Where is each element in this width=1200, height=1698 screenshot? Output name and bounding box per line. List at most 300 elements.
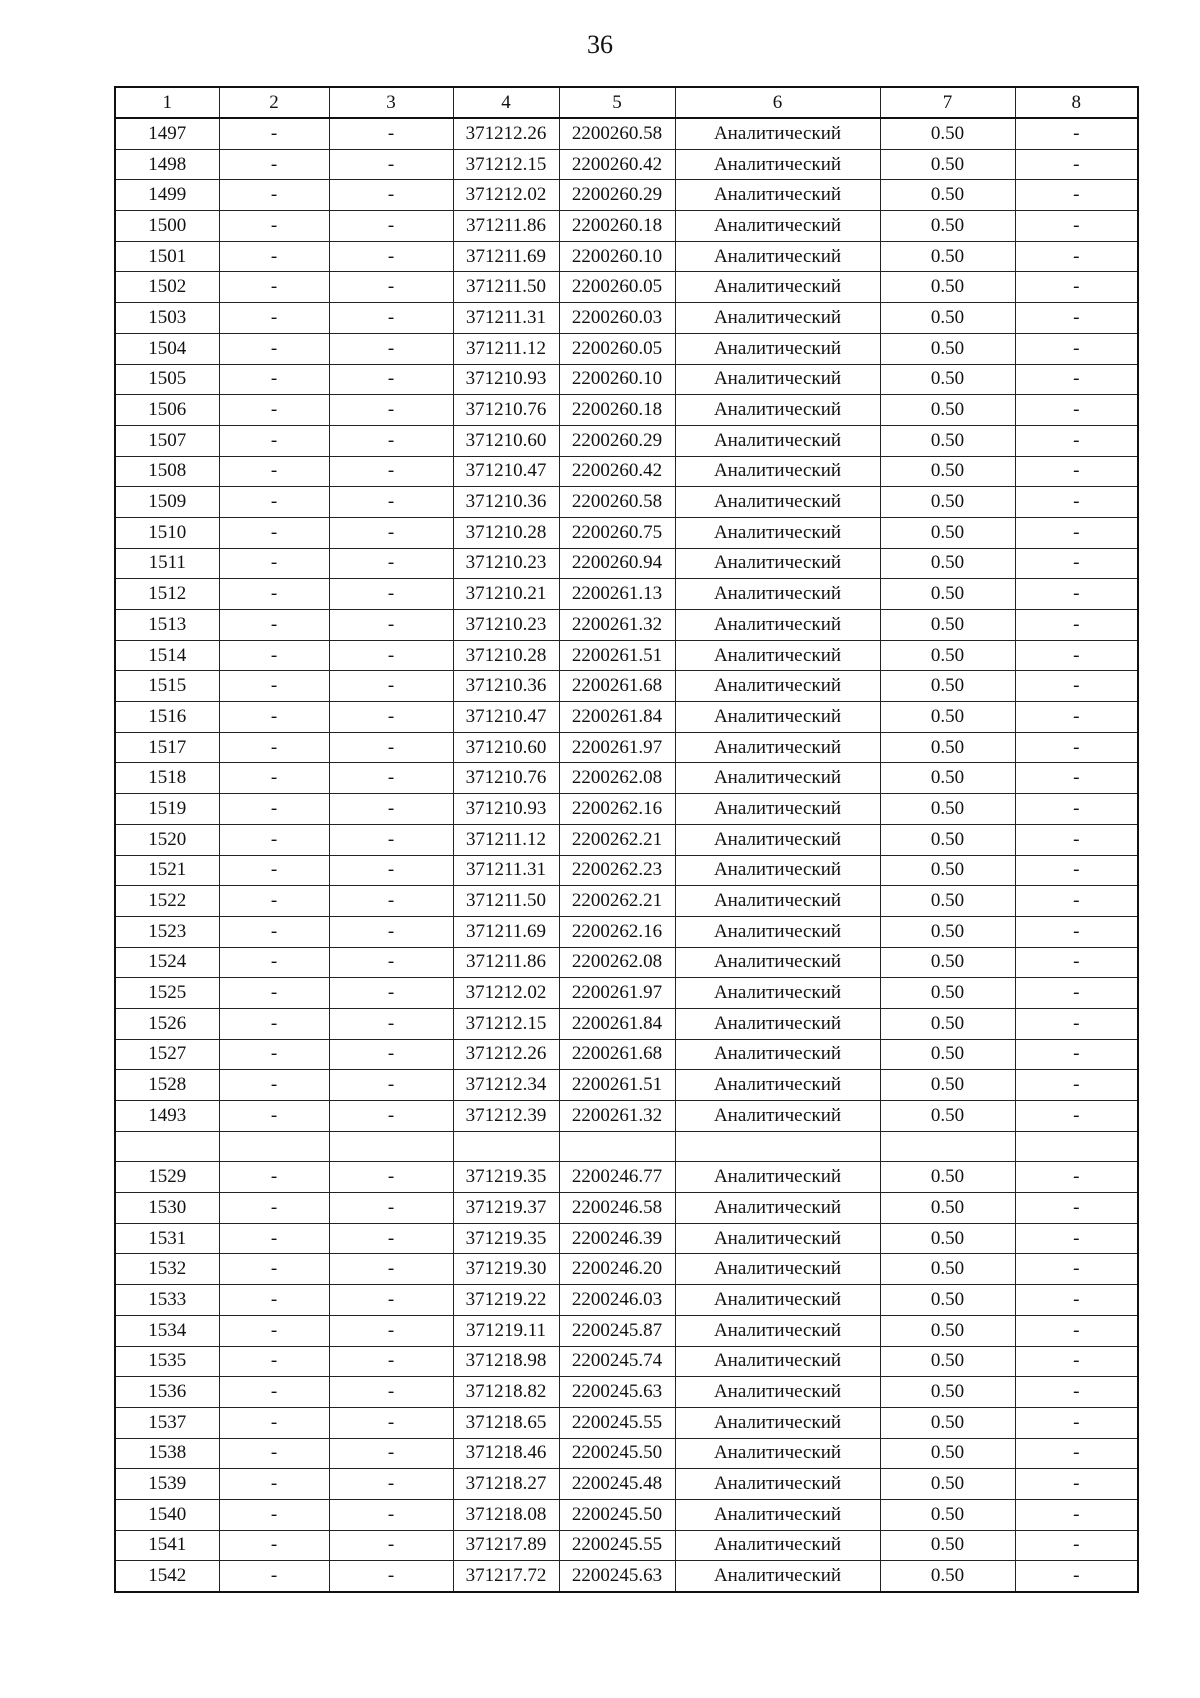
table-cell: - [329, 456, 453, 487]
table-cell: Аналитический [675, 1223, 880, 1254]
table-cell: - [219, 1315, 329, 1346]
table-cell: - [219, 272, 329, 303]
table-cell: 0.50 [880, 732, 1015, 763]
table-row [115, 579, 1138, 610]
table-row [115, 640, 1138, 671]
table-cell: 371219.30 [453, 1254, 559, 1285]
table-cell: - [219, 517, 329, 548]
table-cell: - [219, 1193, 329, 1224]
table-cell: 1506 [115, 395, 219, 426]
table-cell: Аналитический [675, 1162, 880, 1193]
table-cell: 0.50 [880, 1193, 1015, 1224]
table-cell: - [329, 794, 453, 825]
table-cell: 371211.31 [453, 855, 559, 886]
table-cell: - [1015, 1469, 1138, 1500]
table-cell: - [1015, 517, 1138, 548]
table-cell: 2200261.13 [559, 579, 675, 610]
table-cell: - [1015, 1285, 1138, 1316]
table-cell: 371218.46 [453, 1438, 559, 1469]
table-cell: 2200260.58 [559, 487, 675, 518]
table-cell: 0.50 [880, 517, 1015, 548]
table-cell: - [1015, 456, 1138, 487]
table-row [115, 702, 1138, 733]
table-cell: 371210.21 [453, 579, 559, 610]
table-cell: Аналитический [675, 1530, 880, 1561]
table-cell: 2200245.50 [559, 1499, 675, 1530]
table-cell: - [1015, 1561, 1138, 1592]
table-cell: - [329, 671, 453, 702]
table-cell: 0.50 [880, 333, 1015, 364]
page-number: 36 [587, 30, 613, 59]
table-cell: 0.50 [880, 364, 1015, 395]
table-cell: 1511 [115, 548, 219, 579]
table-cell: 371219.35 [453, 1162, 559, 1193]
table-row [115, 1315, 1138, 1346]
table-cell: 1540 [115, 1499, 219, 1530]
table-cell: 1500 [115, 211, 219, 242]
table-cell: 371211.50 [453, 272, 559, 303]
column-header-3: 3 [329, 87, 453, 118]
table-cell: 0.50 [880, 1101, 1015, 1132]
table-cell: - [329, 211, 453, 242]
table-cell: - [219, 1039, 329, 1070]
table-cell: 0.50 [880, 763, 1015, 794]
table-cell: 1519 [115, 794, 219, 825]
table-cell: - [1015, 1101, 1138, 1132]
table-cell: 0.50 [880, 1561, 1015, 1592]
table-cell: Аналитический [675, 640, 880, 671]
table-cell: Аналитический [675, 211, 880, 242]
table-cell: 1499 [115, 180, 219, 211]
table-row [115, 1469, 1138, 1500]
table-cell: 2200260.94 [559, 548, 675, 579]
table-cell: 0.50 [880, 303, 1015, 334]
table-cell: 2200245.55 [559, 1407, 675, 1438]
table-cell: - [219, 1162, 329, 1193]
table-cell: 2200261.84 [559, 702, 675, 733]
table-cell: 2200245.55 [559, 1530, 675, 1561]
table-cell: 0.50 [880, 978, 1015, 1009]
table-cell: 0.50 [880, 211, 1015, 242]
table-cell: - [329, 180, 453, 211]
table-cell: - [329, 272, 453, 303]
table-row [115, 794, 1138, 825]
table-cell: 371211.86 [453, 211, 559, 242]
table-cell: 2200261.68 [559, 1039, 675, 1070]
empty-cell [559, 1131, 675, 1162]
table-cell: - [1015, 180, 1138, 211]
table-row [115, 1039, 1138, 1070]
table-cell: Аналитический [675, 548, 880, 579]
separator-row [115, 1131, 1138, 1162]
table-cell: - [219, 548, 329, 579]
table-cell: - [1015, 947, 1138, 978]
table-cell: - [219, 610, 329, 641]
table-row [115, 1377, 1138, 1408]
table-cell: 1528 [115, 1070, 219, 1101]
table-cell: - [1015, 303, 1138, 334]
table-row [115, 1254, 1138, 1285]
table-cell: - [1015, 1377, 1138, 1408]
table-row [115, 241, 1138, 272]
table-cell: 2200260.29 [559, 425, 675, 456]
table-cell: Аналитический [675, 364, 880, 395]
table-cell: Аналитический [675, 1407, 880, 1438]
table-cell: 2200262.16 [559, 916, 675, 947]
table-cell: - [1015, 1223, 1138, 1254]
table-cell: 371219.35 [453, 1223, 559, 1254]
table-cell: - [329, 1346, 453, 1377]
table-row [115, 824, 1138, 855]
empty-cell [329, 1131, 453, 1162]
table-cell: - [1015, 1162, 1138, 1193]
table-cell: 0.50 [880, 1346, 1015, 1377]
table-cell: 2200245.74 [559, 1346, 675, 1377]
table-cell: - [1015, 1008, 1138, 1039]
table-cell: 0.50 [880, 395, 1015, 426]
table-cell: - [1015, 425, 1138, 456]
table-cell: - [1015, 1346, 1138, 1377]
table-cell: Аналитический [675, 1346, 880, 1377]
table-cell: 371212.39 [453, 1101, 559, 1132]
table-cell: - [219, 364, 329, 395]
table-cell: Аналитический [675, 395, 880, 426]
table-cell: 371211.86 [453, 947, 559, 978]
table-cell: - [329, 425, 453, 456]
table-cell: 2200246.58 [559, 1193, 675, 1224]
table-cell: 371219.22 [453, 1285, 559, 1316]
table-cell: 1527 [115, 1039, 219, 1070]
table-cell: - [219, 425, 329, 456]
table-row [115, 1499, 1138, 1530]
table-cell: Аналитический [675, 1438, 880, 1469]
table-cell: 0.50 [880, 1469, 1015, 1500]
table-cell: Аналитический [675, 303, 880, 334]
table-cell: 1524 [115, 947, 219, 978]
table-cell: 2200261.51 [559, 640, 675, 671]
table-cell: Аналитический [675, 702, 880, 733]
table-cell: 2200261.68 [559, 671, 675, 702]
table-cell: 371212.15 [453, 149, 559, 180]
table-cell: 0.50 [880, 1407, 1015, 1438]
table-cell: - [1015, 732, 1138, 763]
table-row [115, 548, 1138, 579]
table-cell: 371210.28 [453, 640, 559, 671]
empty-cell [453, 1131, 559, 1162]
table-cell: 0.50 [880, 1254, 1015, 1285]
table-cell: - [329, 763, 453, 794]
table-cell: 371211.69 [453, 241, 559, 272]
table-cell: 0.50 [880, 1008, 1015, 1039]
table-cell: 1503 [115, 303, 219, 334]
table-cell: - [219, 303, 329, 334]
table-cell: 371210.93 [453, 364, 559, 395]
table-cell: 2200260.18 [559, 211, 675, 242]
table-cell: - [219, 487, 329, 518]
table-cell: 2200260.10 [559, 364, 675, 395]
table-row [115, 1285, 1138, 1316]
table-cell: - [1015, 610, 1138, 641]
table-cell: Аналитический [675, 855, 880, 886]
empty-cell [675, 1131, 880, 1162]
table-cell: - [1015, 364, 1138, 395]
table-cell: 371210.23 [453, 610, 559, 641]
table-row [115, 1070, 1138, 1101]
table-row [115, 1438, 1138, 1469]
table-cell: Аналитический [675, 241, 880, 272]
table-cell: 371217.72 [453, 1561, 559, 1592]
table-cell: - [219, 640, 329, 671]
table-cell: - [219, 1070, 329, 1101]
table-cell: 371212.02 [453, 978, 559, 1009]
table-cell: 2200246.77 [559, 1162, 675, 1193]
table-cell: - [1015, 1499, 1138, 1530]
table-cell: - [1015, 1530, 1138, 1561]
table-cell: - [219, 824, 329, 855]
table-cell: 371212.26 [453, 1039, 559, 1070]
table-cell: 0.50 [880, 1377, 1015, 1408]
table-cell: - [329, 1039, 453, 1070]
table-cell: - [1015, 1407, 1138, 1438]
table-row [115, 180, 1138, 211]
table-cell: 0.50 [880, 610, 1015, 641]
empty-cell [115, 1131, 219, 1162]
table-cell: 371210.60 [453, 732, 559, 763]
table-cell: 0.50 [880, 1530, 1015, 1561]
table-cell: 0.50 [880, 425, 1015, 456]
table-cell: 2200260.05 [559, 272, 675, 303]
table-cell: 0.50 [880, 1438, 1015, 1469]
table-cell: - [219, 702, 329, 733]
table-cell: - [329, 241, 453, 272]
table-cell: 371210.47 [453, 702, 559, 733]
table-cell: 0.50 [880, 671, 1015, 702]
table-cell: - [1015, 824, 1138, 855]
table-row [115, 916, 1138, 947]
table-cell: - [329, 886, 453, 917]
table-cell: 1507 [115, 425, 219, 456]
table-cell: 1533 [115, 1285, 219, 1316]
table-cell: - [1015, 395, 1138, 426]
table-cell: - [329, 978, 453, 1009]
table-row [115, 1223, 1138, 1254]
table-cell: 1510 [115, 517, 219, 548]
table-cell: - [329, 579, 453, 610]
table-cell: Аналитический [675, 794, 880, 825]
table-cell: - [1015, 211, 1138, 242]
table-cell: - [1015, 886, 1138, 917]
table-row [115, 1407, 1138, 1438]
table-cell: 1532 [115, 1254, 219, 1285]
table-cell: - [219, 1223, 329, 1254]
table-cell: 1504 [115, 333, 219, 364]
table-cell: - [219, 1499, 329, 1530]
table-cell: Аналитический [675, 487, 880, 518]
table-cell: 2200260.29 [559, 180, 675, 211]
table-cell: 371218.08 [453, 1499, 559, 1530]
table-cell: 371212.26 [453, 118, 559, 149]
table-cell: - [219, 241, 329, 272]
table-cell: - [329, 517, 453, 548]
table-cell: - [1015, 118, 1138, 149]
table-cell: 2200245.63 [559, 1377, 675, 1408]
table-cell: 0.50 [880, 1039, 1015, 1070]
table-cell: - [329, 1499, 453, 1530]
table-cell: - [329, 1008, 453, 1039]
table-cell: - [329, 947, 453, 978]
table-cell: 2200261.32 [559, 610, 675, 641]
table-row [115, 517, 1138, 548]
table-cell: - [329, 1162, 453, 1193]
table-cell: 1508 [115, 456, 219, 487]
table-cell: - [329, 1193, 453, 1224]
table-cell: 371210.23 [453, 548, 559, 579]
table-cell: - [1015, 272, 1138, 303]
table-body [115, 118, 1138, 1592]
table-row [115, 1008, 1138, 1039]
table-cell: Аналитический [675, 1070, 880, 1101]
table-cell: - [329, 732, 453, 763]
table-row [115, 149, 1138, 180]
table-cell: - [329, 487, 453, 518]
table-row [115, 211, 1138, 242]
table-cell: 371210.76 [453, 763, 559, 794]
table-cell: 371219.11 [453, 1315, 559, 1346]
table-cell: 1530 [115, 1193, 219, 1224]
table-row [115, 610, 1138, 641]
table-cell: 1539 [115, 1469, 219, 1500]
table-cell: 1525 [115, 978, 219, 1009]
table-cell: - [329, 824, 453, 855]
table-cell: 371212.34 [453, 1070, 559, 1101]
table-cell: - [219, 1346, 329, 1377]
table-cell: 371210.60 [453, 425, 559, 456]
table-cell: 1523 [115, 916, 219, 947]
table-cell: 1513 [115, 610, 219, 641]
table-cell: 0.50 [880, 1285, 1015, 1316]
table-cell: 1521 [115, 855, 219, 886]
table-cell: 1497 [115, 118, 219, 149]
table-cell: Аналитический [675, 517, 880, 548]
table-cell: - [219, 978, 329, 1009]
table-cell: - [1015, 978, 1138, 1009]
table-cell: - [219, 1008, 329, 1039]
table-cell: 2200245.63 [559, 1561, 675, 1592]
table-cell: 1514 [115, 640, 219, 671]
table-cell: - [1015, 671, 1138, 702]
table-cell: Аналитический [675, 947, 880, 978]
table-cell: - [219, 1438, 329, 1469]
table-cell: Аналитический [675, 1193, 880, 1224]
table-cell: - [329, 1254, 453, 1285]
table-cell: - [1015, 640, 1138, 671]
table-cell: Аналитический [675, 763, 880, 794]
table-cell: 371210.93 [453, 794, 559, 825]
table-cell: - [219, 333, 329, 364]
empty-cell [1015, 1131, 1138, 1162]
table-cell: - [1015, 1070, 1138, 1101]
table-cell: 371218.98 [453, 1346, 559, 1377]
table-cell: 0.50 [880, 947, 1015, 978]
table-cell: - [219, 1407, 329, 1438]
table-cell: 2200245.50 [559, 1438, 675, 1469]
table-row [115, 272, 1138, 303]
table-cell: Аналитический [675, 272, 880, 303]
table-cell: - [329, 855, 453, 886]
table-cell: Аналитический [675, 1039, 880, 1070]
table-cell: 2200245.87 [559, 1315, 675, 1346]
table-cell: Аналитический [675, 1285, 880, 1316]
table-cell: - [1015, 241, 1138, 272]
table-cell: - [329, 149, 453, 180]
table-cell: 0.50 [880, 1499, 1015, 1530]
table-cell: 0.50 [880, 640, 1015, 671]
table-cell: Аналитический [675, 671, 880, 702]
table-cell: - [219, 180, 329, 211]
table-cell: 371217.89 [453, 1530, 559, 1561]
table-cell: - [329, 118, 453, 149]
table-cell: 371218.65 [453, 1407, 559, 1438]
empty-cell [880, 1131, 1015, 1162]
table-cell: 371218.27 [453, 1469, 559, 1500]
table-row [115, 1162, 1138, 1193]
table-row [115, 1101, 1138, 1132]
column-header-6: 6 [675, 87, 880, 118]
table-cell: 1526 [115, 1008, 219, 1039]
table-cell: - [329, 1377, 453, 1408]
table-cell: 371210.76 [453, 395, 559, 426]
table-row [115, 303, 1138, 334]
table-cell: 0.50 [880, 1162, 1015, 1193]
table-cell: 2200245.48 [559, 1469, 675, 1500]
table-cell: 1538 [115, 1438, 219, 1469]
table-row [115, 1346, 1138, 1377]
table-cell: Аналитический [675, 1377, 880, 1408]
table-row [115, 333, 1138, 364]
table-cell: - [1015, 579, 1138, 610]
table-cell: 1536 [115, 1377, 219, 1408]
table-row [115, 763, 1138, 794]
table-cell: - [329, 640, 453, 671]
table-cell: Аналитический [675, 579, 880, 610]
table-cell: Аналитический [675, 1101, 880, 1132]
table-cell: - [219, 456, 329, 487]
table-cell: 1512 [115, 579, 219, 610]
table-cell: Аналитический [675, 824, 880, 855]
table-cell: Аналитический [675, 1315, 880, 1346]
table-cell: 371211.69 [453, 916, 559, 947]
table-row [115, 118, 1138, 149]
table-cell: - [219, 671, 329, 702]
table-cell: Аналитический [675, 149, 880, 180]
table-row [115, 1561, 1138, 1592]
table-cell: - [219, 1254, 329, 1285]
table-cell: Аналитический [675, 978, 880, 1009]
table-row [115, 886, 1138, 917]
table-cell: 371211.50 [453, 886, 559, 917]
table-cell: 0.50 [880, 149, 1015, 180]
table-cell: - [329, 1070, 453, 1101]
table-cell: - [329, 1561, 453, 1592]
table-cell: - [329, 548, 453, 579]
table-cell: 1531 [115, 1223, 219, 1254]
table-cell: 2200260.58 [559, 118, 675, 149]
table-cell: 2200260.75 [559, 517, 675, 548]
table-cell: 1535 [115, 1346, 219, 1377]
table-cell: - [219, 763, 329, 794]
table-cell: Аналитический [675, 1561, 880, 1592]
table-cell: - [219, 1101, 329, 1132]
